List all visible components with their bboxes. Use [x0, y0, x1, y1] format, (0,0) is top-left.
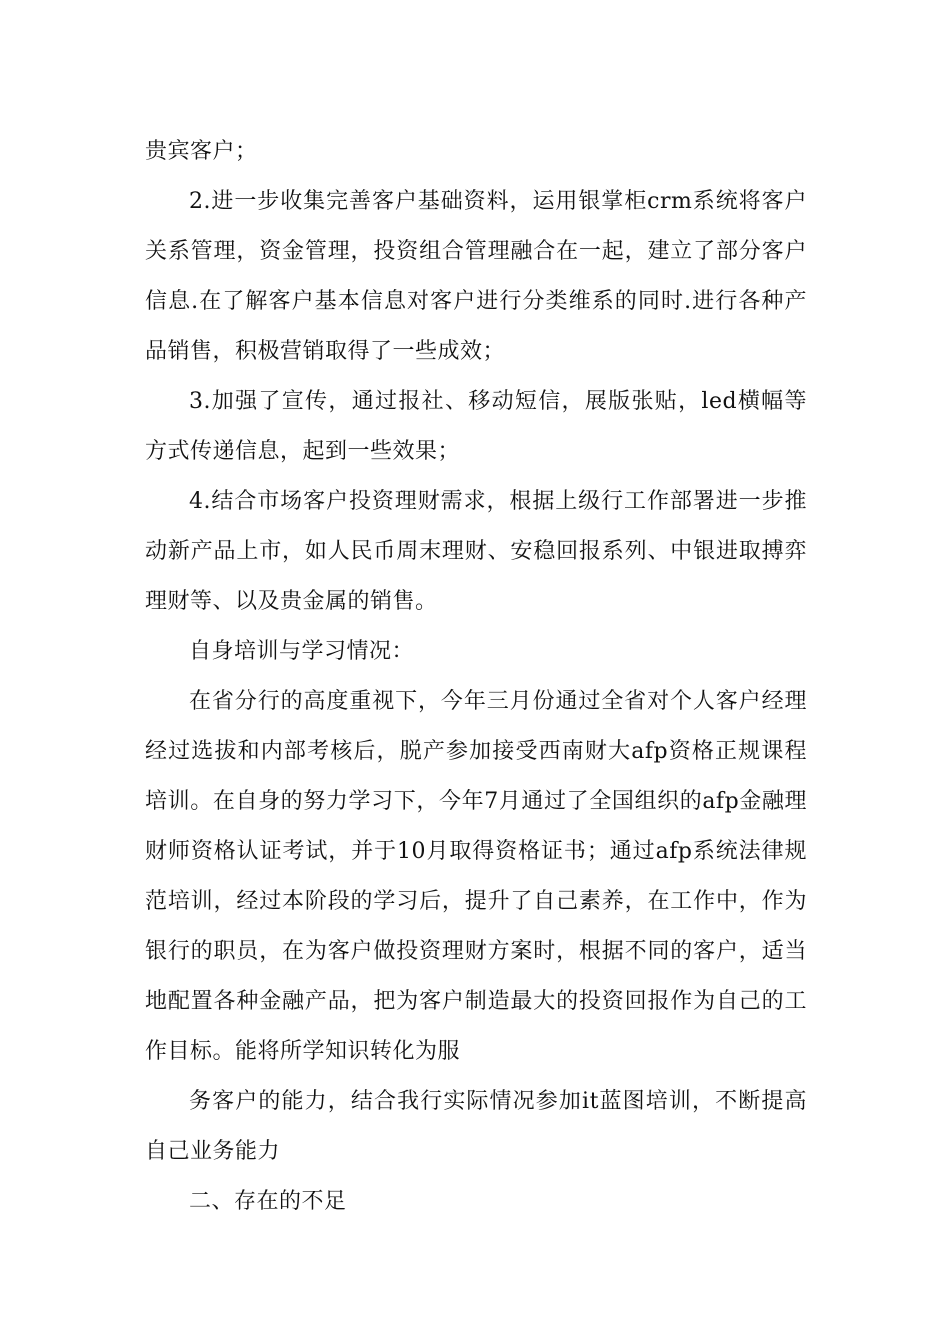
paragraph-training-details: 在省分行的高度重视下，今年三月份通过全省对个人客户经理经过选拔和内部考核后，脱产参加接受西南财大afp资格正规课程培训。在自身的努力学习下，今年7月通过了全国组织的afp金融理财师资格认证考试，并于10月取得资格证书；通过afp系统法律规范培训，经过本阶段的学习后，提升了自己素养，在工作中，作为银行的职员，在为客户做投资理财方案时，根据不同的客户，适当地配置各种金融产品，把为客户制造最大的投资回报作为自己的工作目标。能将所学知识转化为服 [145, 689, 807, 1064]
paragraph-item-4: 4.结合市场客户投资理财需求，根据上级行工作部署进一步推动新产品上市，如人民币周末理财、安稳回报系列、中银进取搏弈理财等、以及贵金属的销售。 [145, 489, 807, 614]
section-heading-training: 自身培训与学习情况： [189, 639, 415, 664]
section-heading-shortcomings: 二、存在的不足 [189, 1189, 347, 1214]
paragraph-vip-clients: 贵宾客户； [145, 139, 258, 164]
paragraph-training-continued: 务客户的能力，结合我行实际情况参加it蓝图培训，不断提高自己业务能力 [145, 1089, 807, 1164]
paragraph-item-2: 2.进一步收集完善客户基础资料，运用银掌柜crm系统将客户关系管理，资金管理，投资组合管理融合在一起，建立了部分客户信息.在了解客户基本信息对客户进行分类维系的同时.进行各种产品销售，积极营销取得了一些成效； [145, 189, 807, 364]
document-body [145, 127, 807, 1227]
paragraph-item-3: 3.加强了宣传，通过报社、移动短信，展版张贴，led横幅等方式传递信息，起到一些效果； [145, 389, 807, 464]
